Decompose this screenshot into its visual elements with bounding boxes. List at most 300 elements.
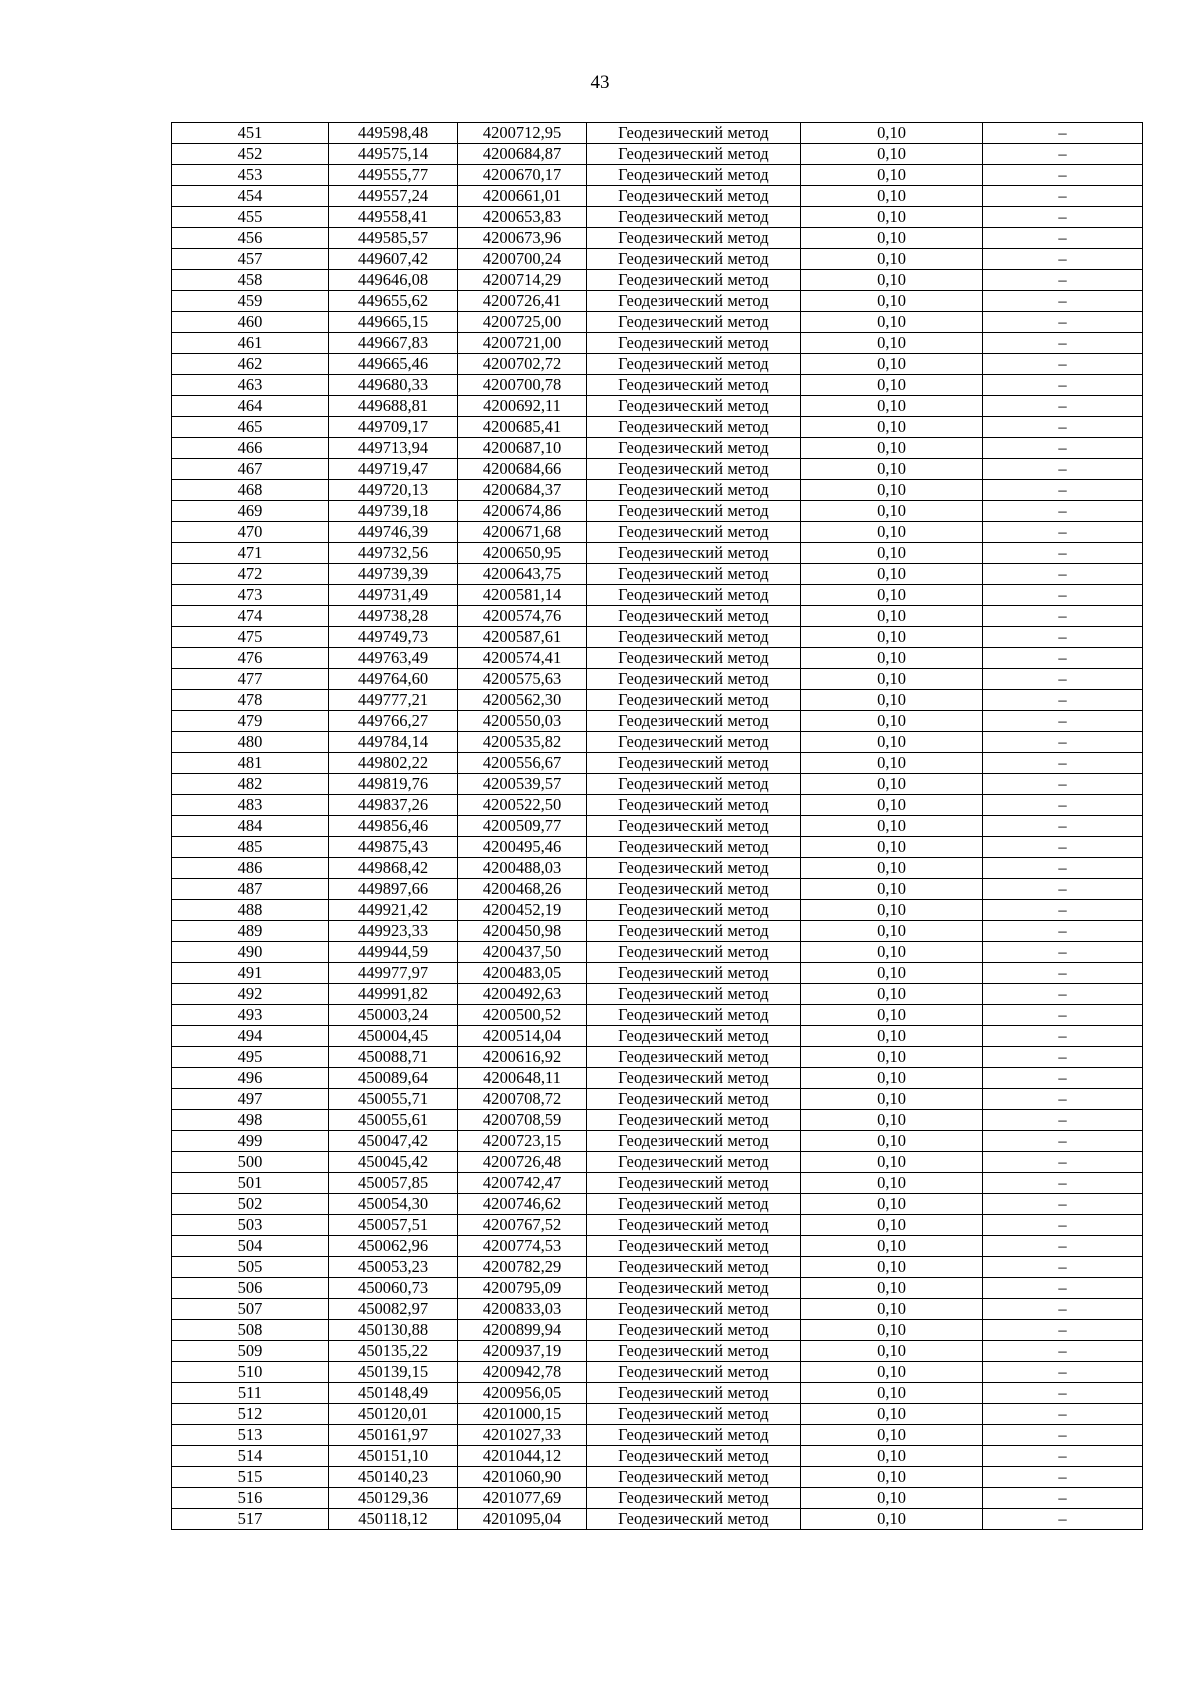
table-row: [172, 732, 1143, 753]
note-cell: –: [983, 354, 1143, 375]
y-coordinate-cell: 4201077,69: [458, 1488, 587, 1509]
table-row: [172, 753, 1143, 774]
x-coordinate-cell: 450139,15: [329, 1362, 458, 1383]
accuracy-cell: 0,10: [801, 711, 983, 732]
accuracy-cell: 0,10: [801, 669, 983, 690]
note-cell: –: [983, 1026, 1143, 1047]
note-cell: –: [983, 1467, 1143, 1488]
accuracy-cell: 0,10: [801, 816, 983, 837]
y-coordinate-cell: 4200574,41: [458, 648, 587, 669]
point-number-cell: 483: [172, 795, 329, 816]
note-cell: –: [983, 249, 1143, 270]
y-coordinate-cell: 4200616,92: [458, 1047, 587, 1068]
point-number-cell: 510: [172, 1362, 329, 1383]
x-coordinate-cell: 450082,97: [329, 1299, 458, 1320]
point-number-cell: 507: [172, 1299, 329, 1320]
table-row: [172, 1425, 1143, 1446]
table-row: [172, 1362, 1143, 1383]
x-coordinate-cell: 449784,14: [329, 732, 458, 753]
note-cell: –: [983, 1194, 1143, 1215]
y-coordinate-cell: 4200702,72: [458, 354, 587, 375]
table-row: [172, 1131, 1143, 1152]
point-number-cell: 488: [172, 900, 329, 921]
note-cell: –: [983, 438, 1143, 459]
method-cell: Геодезический метод: [587, 1446, 801, 1467]
y-coordinate-cell: 4200643,75: [458, 564, 587, 585]
accuracy-cell: 0,10: [801, 270, 983, 291]
note-cell: –: [983, 774, 1143, 795]
table-row: [172, 858, 1143, 879]
point-number-cell: 466: [172, 438, 329, 459]
method-cell: Геодезический метод: [587, 1089, 801, 1110]
x-coordinate-cell: 450151,10: [329, 1446, 458, 1467]
x-coordinate-cell: 449819,76: [329, 774, 458, 795]
accuracy-cell: 0,10: [801, 459, 983, 480]
table-row: [172, 606, 1143, 627]
note-cell: –: [983, 207, 1143, 228]
coordinates-table-body: [172, 123, 1143, 1530]
table-row: [172, 396, 1143, 417]
method-cell: Геодезический метод: [587, 1278, 801, 1299]
x-coordinate-cell: 449802,22: [329, 753, 458, 774]
note-cell: –: [983, 711, 1143, 732]
accuracy-cell: 0,10: [801, 1110, 983, 1131]
y-coordinate-cell: 4200670,17: [458, 165, 587, 186]
y-coordinate-cell: 4200575,63: [458, 669, 587, 690]
table-row: [172, 1278, 1143, 1299]
table-row: [172, 585, 1143, 606]
point-number-cell: 490: [172, 942, 329, 963]
table-row: [172, 123, 1143, 144]
x-coordinate-cell: 449977,97: [329, 963, 458, 984]
note-cell: –: [983, 1152, 1143, 1173]
note-cell: –: [983, 1215, 1143, 1236]
accuracy-cell: 0,10: [801, 1467, 983, 1488]
method-cell: Геодезический метод: [587, 480, 801, 501]
method-cell: Геодезический метод: [587, 585, 801, 606]
note-cell: –: [983, 1320, 1143, 1341]
note-cell: –: [983, 1236, 1143, 1257]
table-row: [172, 711, 1143, 732]
accuracy-cell: 0,10: [801, 1173, 983, 1194]
x-coordinate-cell: 449837,26: [329, 795, 458, 816]
y-coordinate-cell: 4200483,05: [458, 963, 587, 984]
method-cell: Геодезический метод: [587, 963, 801, 984]
point-number-cell: 487: [172, 879, 329, 900]
y-coordinate-cell: 4200488,03: [458, 858, 587, 879]
y-coordinate-cell: 4200509,77: [458, 816, 587, 837]
table-row: [172, 354, 1143, 375]
accuracy-cell: 0,10: [801, 1299, 983, 1320]
table-row: [172, 144, 1143, 165]
table-row: [172, 1383, 1143, 1404]
note-cell: –: [983, 627, 1143, 648]
table-row: [172, 1026, 1143, 1047]
method-cell: Геодезический метод: [587, 921, 801, 942]
table-row: [172, 795, 1143, 816]
point-number-cell: 454: [172, 186, 329, 207]
point-number-cell: 481: [172, 753, 329, 774]
note-cell: –: [983, 522, 1143, 543]
y-coordinate-cell: 4200684,37: [458, 480, 587, 501]
table-row: [172, 1446, 1143, 1467]
y-coordinate-cell: 4200692,11: [458, 396, 587, 417]
table-row: [172, 228, 1143, 249]
note-cell: –: [983, 1047, 1143, 1068]
y-coordinate-cell: 4200562,30: [458, 690, 587, 711]
accuracy-cell: 0,10: [801, 501, 983, 522]
point-number-cell: 512: [172, 1404, 329, 1425]
method-cell: Геодезический метод: [587, 774, 801, 795]
method-cell: Геодезический метод: [587, 1194, 801, 1215]
note-cell: –: [983, 480, 1143, 501]
table-row: [172, 627, 1143, 648]
method-cell: Геодезический метод: [587, 753, 801, 774]
method-cell: Геодезический метод: [587, 1257, 801, 1278]
y-coordinate-cell: 4200684,87: [458, 144, 587, 165]
y-coordinate-cell: 4200767,52: [458, 1215, 587, 1236]
table-row: [172, 165, 1143, 186]
point-number-cell: 492: [172, 984, 329, 1005]
y-coordinate-cell: 4200708,72: [458, 1089, 587, 1110]
y-coordinate-cell: 4200700,78: [458, 375, 587, 396]
accuracy-cell: 0,10: [801, 333, 983, 354]
table-row: [172, 1509, 1143, 1530]
note-cell: –: [983, 879, 1143, 900]
method-cell: Геодезический метод: [587, 354, 801, 375]
method-cell: Геодезический метод: [587, 186, 801, 207]
y-coordinate-cell: 4200673,96: [458, 228, 587, 249]
method-cell: Геодезический метод: [587, 1068, 801, 1089]
y-coordinate-cell: 4200539,57: [458, 774, 587, 795]
note-cell: –: [983, 1257, 1143, 1278]
method-cell: Геодезический метод: [587, 522, 801, 543]
method-cell: Геодезический метод: [587, 1047, 801, 1068]
y-coordinate-cell: 4200535,82: [458, 732, 587, 753]
table-row: [172, 1341, 1143, 1362]
y-coordinate-cell: 4200684,66: [458, 459, 587, 480]
note-cell: –: [983, 963, 1143, 984]
x-coordinate-cell: 450062,96: [329, 1236, 458, 1257]
table-row: [172, 816, 1143, 837]
table-row: [172, 669, 1143, 690]
x-coordinate-cell: 449991,82: [329, 984, 458, 1005]
point-number-cell: 464: [172, 396, 329, 417]
method-cell: Геодезический метод: [587, 858, 801, 879]
point-number-cell: 516: [172, 1488, 329, 1509]
y-coordinate-cell: 4200742,47: [458, 1173, 587, 1194]
y-coordinate-cell: 4200550,03: [458, 711, 587, 732]
table-row: [172, 1152, 1143, 1173]
table-row: [172, 522, 1143, 543]
point-number-cell: 495: [172, 1047, 329, 1068]
x-coordinate-cell: 449585,57: [329, 228, 458, 249]
x-coordinate-cell: 450135,22: [329, 1341, 458, 1362]
y-coordinate-cell: 4200556,67: [458, 753, 587, 774]
accuracy-cell: 0,10: [801, 984, 983, 1005]
note-cell: –: [983, 165, 1143, 186]
method-cell: Геодезический метод: [587, 396, 801, 417]
x-coordinate-cell: 450148,49: [329, 1383, 458, 1404]
note-cell: –: [983, 648, 1143, 669]
x-coordinate-cell: 450057,51: [329, 1215, 458, 1236]
table-row: [172, 1194, 1143, 1215]
x-coordinate-cell: 449739,18: [329, 501, 458, 522]
accuracy-cell: 0,10: [801, 417, 983, 438]
method-cell: Геодезический метод: [587, 270, 801, 291]
table-row: [172, 1320, 1143, 1341]
method-cell: Геодезический метод: [587, 1404, 801, 1425]
point-number-cell: 460: [172, 312, 329, 333]
note-cell: –: [983, 543, 1143, 564]
point-number-cell: 500: [172, 1152, 329, 1173]
point-number-cell: 458: [172, 270, 329, 291]
accuracy-cell: 0,10: [801, 1215, 983, 1236]
point-number-cell: 452: [172, 144, 329, 165]
method-cell: Геодезический метод: [587, 417, 801, 438]
method-cell: Геодезический метод: [587, 1383, 801, 1404]
table-row: [172, 375, 1143, 396]
note-cell: –: [983, 564, 1143, 585]
y-coordinate-cell: 4200726,48: [458, 1152, 587, 1173]
accuracy-cell: 0,10: [801, 291, 983, 312]
method-cell: Геодезический метод: [587, 1131, 801, 1152]
x-coordinate-cell: 450004,45: [329, 1026, 458, 1047]
x-coordinate-cell: 449607,42: [329, 249, 458, 270]
point-number-cell: 478: [172, 690, 329, 711]
accuracy-cell: 0,10: [801, 1278, 983, 1299]
table-row: [172, 921, 1143, 942]
method-cell: Геодезический метод: [587, 564, 801, 585]
accuracy-cell: 0,10: [801, 522, 983, 543]
note-cell: –: [983, 1089, 1143, 1110]
accuracy-cell: 0,10: [801, 1425, 983, 1446]
accuracy-cell: 0,10: [801, 1131, 983, 1152]
y-coordinate-cell: 4200714,29: [458, 270, 587, 291]
method-cell: Геодезический метод: [587, 501, 801, 522]
accuracy-cell: 0,10: [801, 837, 983, 858]
table-row: [172, 648, 1143, 669]
x-coordinate-cell: 449921,42: [329, 900, 458, 921]
coordinates-table: [171, 122, 1143, 1530]
note-cell: –: [983, 501, 1143, 522]
x-coordinate-cell: 450055,61: [329, 1110, 458, 1131]
point-number-cell: 489: [172, 921, 329, 942]
x-coordinate-cell: 450129,36: [329, 1488, 458, 1509]
accuracy-cell: 0,10: [801, 585, 983, 606]
note-cell: –: [983, 270, 1143, 291]
x-coordinate-cell: 449655,62: [329, 291, 458, 312]
point-number-cell: 462: [172, 354, 329, 375]
table-row: [172, 312, 1143, 333]
method-cell: Геодезический метод: [587, 144, 801, 165]
note-cell: –: [983, 375, 1143, 396]
method-cell: Геодезический метод: [587, 1488, 801, 1509]
note-cell: –: [983, 312, 1143, 333]
y-coordinate-cell: 4200942,78: [458, 1362, 587, 1383]
accuracy-cell: 0,10: [801, 795, 983, 816]
y-coordinate-cell: 4201000,15: [458, 1404, 587, 1425]
y-coordinate-cell: 4200795,09: [458, 1278, 587, 1299]
note-cell: –: [983, 144, 1143, 165]
method-cell: Геодезический метод: [587, 1509, 801, 1530]
accuracy-cell: 0,10: [801, 312, 983, 333]
accuracy-cell: 0,10: [801, 690, 983, 711]
accuracy-cell: 0,10: [801, 1509, 983, 1530]
y-coordinate-cell: 4201044,12: [458, 1446, 587, 1467]
method-cell: Геодезический метод: [587, 438, 801, 459]
table-row: [172, 690, 1143, 711]
table-row: [172, 438, 1143, 459]
y-coordinate-cell: 4200671,68: [458, 522, 587, 543]
note-cell: –: [983, 1341, 1143, 1362]
x-coordinate-cell: 449868,42: [329, 858, 458, 879]
note-cell: –: [983, 942, 1143, 963]
x-coordinate-cell: 449720,13: [329, 480, 458, 501]
x-coordinate-cell: 450089,64: [329, 1068, 458, 1089]
table-row: [172, 417, 1143, 438]
x-coordinate-cell: 449646,08: [329, 270, 458, 291]
table-row: [172, 333, 1143, 354]
y-coordinate-cell: 4200685,41: [458, 417, 587, 438]
x-coordinate-cell: 450047,42: [329, 1131, 458, 1152]
accuracy-cell: 0,10: [801, 1194, 983, 1215]
accuracy-cell: 0,10: [801, 354, 983, 375]
point-number-cell: 505: [172, 1257, 329, 1278]
note-cell: –: [983, 1131, 1143, 1152]
table-row: [172, 1236, 1143, 1257]
y-coordinate-cell: 4200782,29: [458, 1257, 587, 1278]
accuracy-cell: 0,10: [801, 396, 983, 417]
method-cell: Геодезический метод: [587, 1425, 801, 1446]
method-cell: Геодезический метод: [587, 1341, 801, 1362]
y-coordinate-cell: 4200726,41: [458, 291, 587, 312]
accuracy-cell: 0,10: [801, 1236, 983, 1257]
table-row: [172, 1089, 1143, 1110]
table-row: [172, 1005, 1143, 1026]
note-cell: –: [983, 732, 1143, 753]
accuracy-cell: 0,10: [801, 1152, 983, 1173]
note-cell: –: [983, 459, 1143, 480]
table-row: [172, 900, 1143, 921]
table-row: [172, 207, 1143, 228]
point-number-cell: 499: [172, 1131, 329, 1152]
method-cell: Геодезический метод: [587, 291, 801, 312]
x-coordinate-cell: 449875,43: [329, 837, 458, 858]
method-cell: Геодезический метод: [587, 228, 801, 249]
x-coordinate-cell: 450088,71: [329, 1047, 458, 1068]
accuracy-cell: 0,10: [801, 963, 983, 984]
accuracy-cell: 0,10: [801, 900, 983, 921]
note-cell: –: [983, 1173, 1143, 1194]
accuracy-cell: 0,10: [801, 207, 983, 228]
accuracy-cell: 0,10: [801, 1446, 983, 1467]
note-cell: –: [983, 1068, 1143, 1089]
table-row: [172, 1488, 1143, 1509]
method-cell: Геодезический метод: [587, 732, 801, 753]
note-cell: –: [983, 1299, 1143, 1320]
point-number-cell: 477: [172, 669, 329, 690]
method-cell: Геодезический метод: [587, 900, 801, 921]
x-coordinate-cell: 449746,39: [329, 522, 458, 543]
note-cell: –: [983, 1425, 1143, 1446]
x-coordinate-cell: 449719,47: [329, 459, 458, 480]
x-coordinate-cell: 449680,33: [329, 375, 458, 396]
note-cell: –: [983, 690, 1143, 711]
table-row: [172, 459, 1143, 480]
point-number-cell: 485: [172, 837, 329, 858]
method-cell: Геодезический метод: [587, 1110, 801, 1131]
note-cell: –: [983, 669, 1143, 690]
accuracy-cell: 0,10: [801, 1257, 983, 1278]
method-cell: Геодезический метод: [587, 795, 801, 816]
x-coordinate-cell: 449923,33: [329, 921, 458, 942]
accuracy-cell: 0,10: [801, 438, 983, 459]
y-coordinate-cell: 4200674,86: [458, 501, 587, 522]
point-number-cell: 517: [172, 1509, 329, 1530]
table-row: [172, 1068, 1143, 1089]
accuracy-cell: 0,10: [801, 732, 983, 753]
note-cell: –: [983, 837, 1143, 858]
point-number-cell: 469: [172, 501, 329, 522]
x-coordinate-cell: 449944,59: [329, 942, 458, 963]
y-coordinate-cell: 4200495,46: [458, 837, 587, 858]
method-cell: Геодезический метод: [587, 648, 801, 669]
method-cell: Геодезический метод: [587, 1467, 801, 1488]
accuracy-cell: 0,10: [801, 165, 983, 186]
y-coordinate-cell: 4200581,14: [458, 585, 587, 606]
y-coordinate-cell: 4200650,95: [458, 543, 587, 564]
accuracy-cell: 0,10: [801, 1068, 983, 1089]
accuracy-cell: 0,10: [801, 1362, 983, 1383]
method-cell: Геодезический метод: [587, 627, 801, 648]
accuracy-cell: 0,10: [801, 606, 983, 627]
x-coordinate-cell: 450055,71: [329, 1089, 458, 1110]
x-coordinate-cell: 449777,21: [329, 690, 458, 711]
note-cell: –: [983, 795, 1143, 816]
table-row: [172, 879, 1143, 900]
table-row: [172, 1404, 1143, 1425]
table-row: [172, 963, 1143, 984]
accuracy-cell: 0,10: [801, 144, 983, 165]
accuracy-cell: 0,10: [801, 123, 983, 144]
y-coordinate-cell: 4200648,11: [458, 1068, 587, 1089]
table-row: [172, 1173, 1143, 1194]
x-coordinate-cell: 449897,66: [329, 879, 458, 900]
note-cell: –: [983, 333, 1143, 354]
point-number-cell: 471: [172, 543, 329, 564]
y-coordinate-cell: 4201095,04: [458, 1509, 587, 1530]
point-number-cell: 453: [172, 165, 329, 186]
table-row: [172, 249, 1143, 270]
x-coordinate-cell: 449667,83: [329, 333, 458, 354]
accuracy-cell: 0,10: [801, 543, 983, 564]
y-coordinate-cell: 4200687,10: [458, 438, 587, 459]
y-coordinate-cell: 4201027,33: [458, 1425, 587, 1446]
point-number-cell: 482: [172, 774, 329, 795]
note-cell: –: [983, 1362, 1143, 1383]
x-coordinate-cell: 449558,41: [329, 207, 458, 228]
accuracy-cell: 0,10: [801, 564, 983, 585]
method-cell: Геодезический метод: [587, 984, 801, 1005]
x-coordinate-cell: 450140,23: [329, 1467, 458, 1488]
y-coordinate-cell: 4200723,15: [458, 1131, 587, 1152]
point-number-cell: 461: [172, 333, 329, 354]
method-cell: Геодезический метод: [587, 942, 801, 963]
x-coordinate-cell: 449575,14: [329, 144, 458, 165]
accuracy-cell: 0,10: [801, 1026, 983, 1047]
note-cell: –: [983, 921, 1143, 942]
